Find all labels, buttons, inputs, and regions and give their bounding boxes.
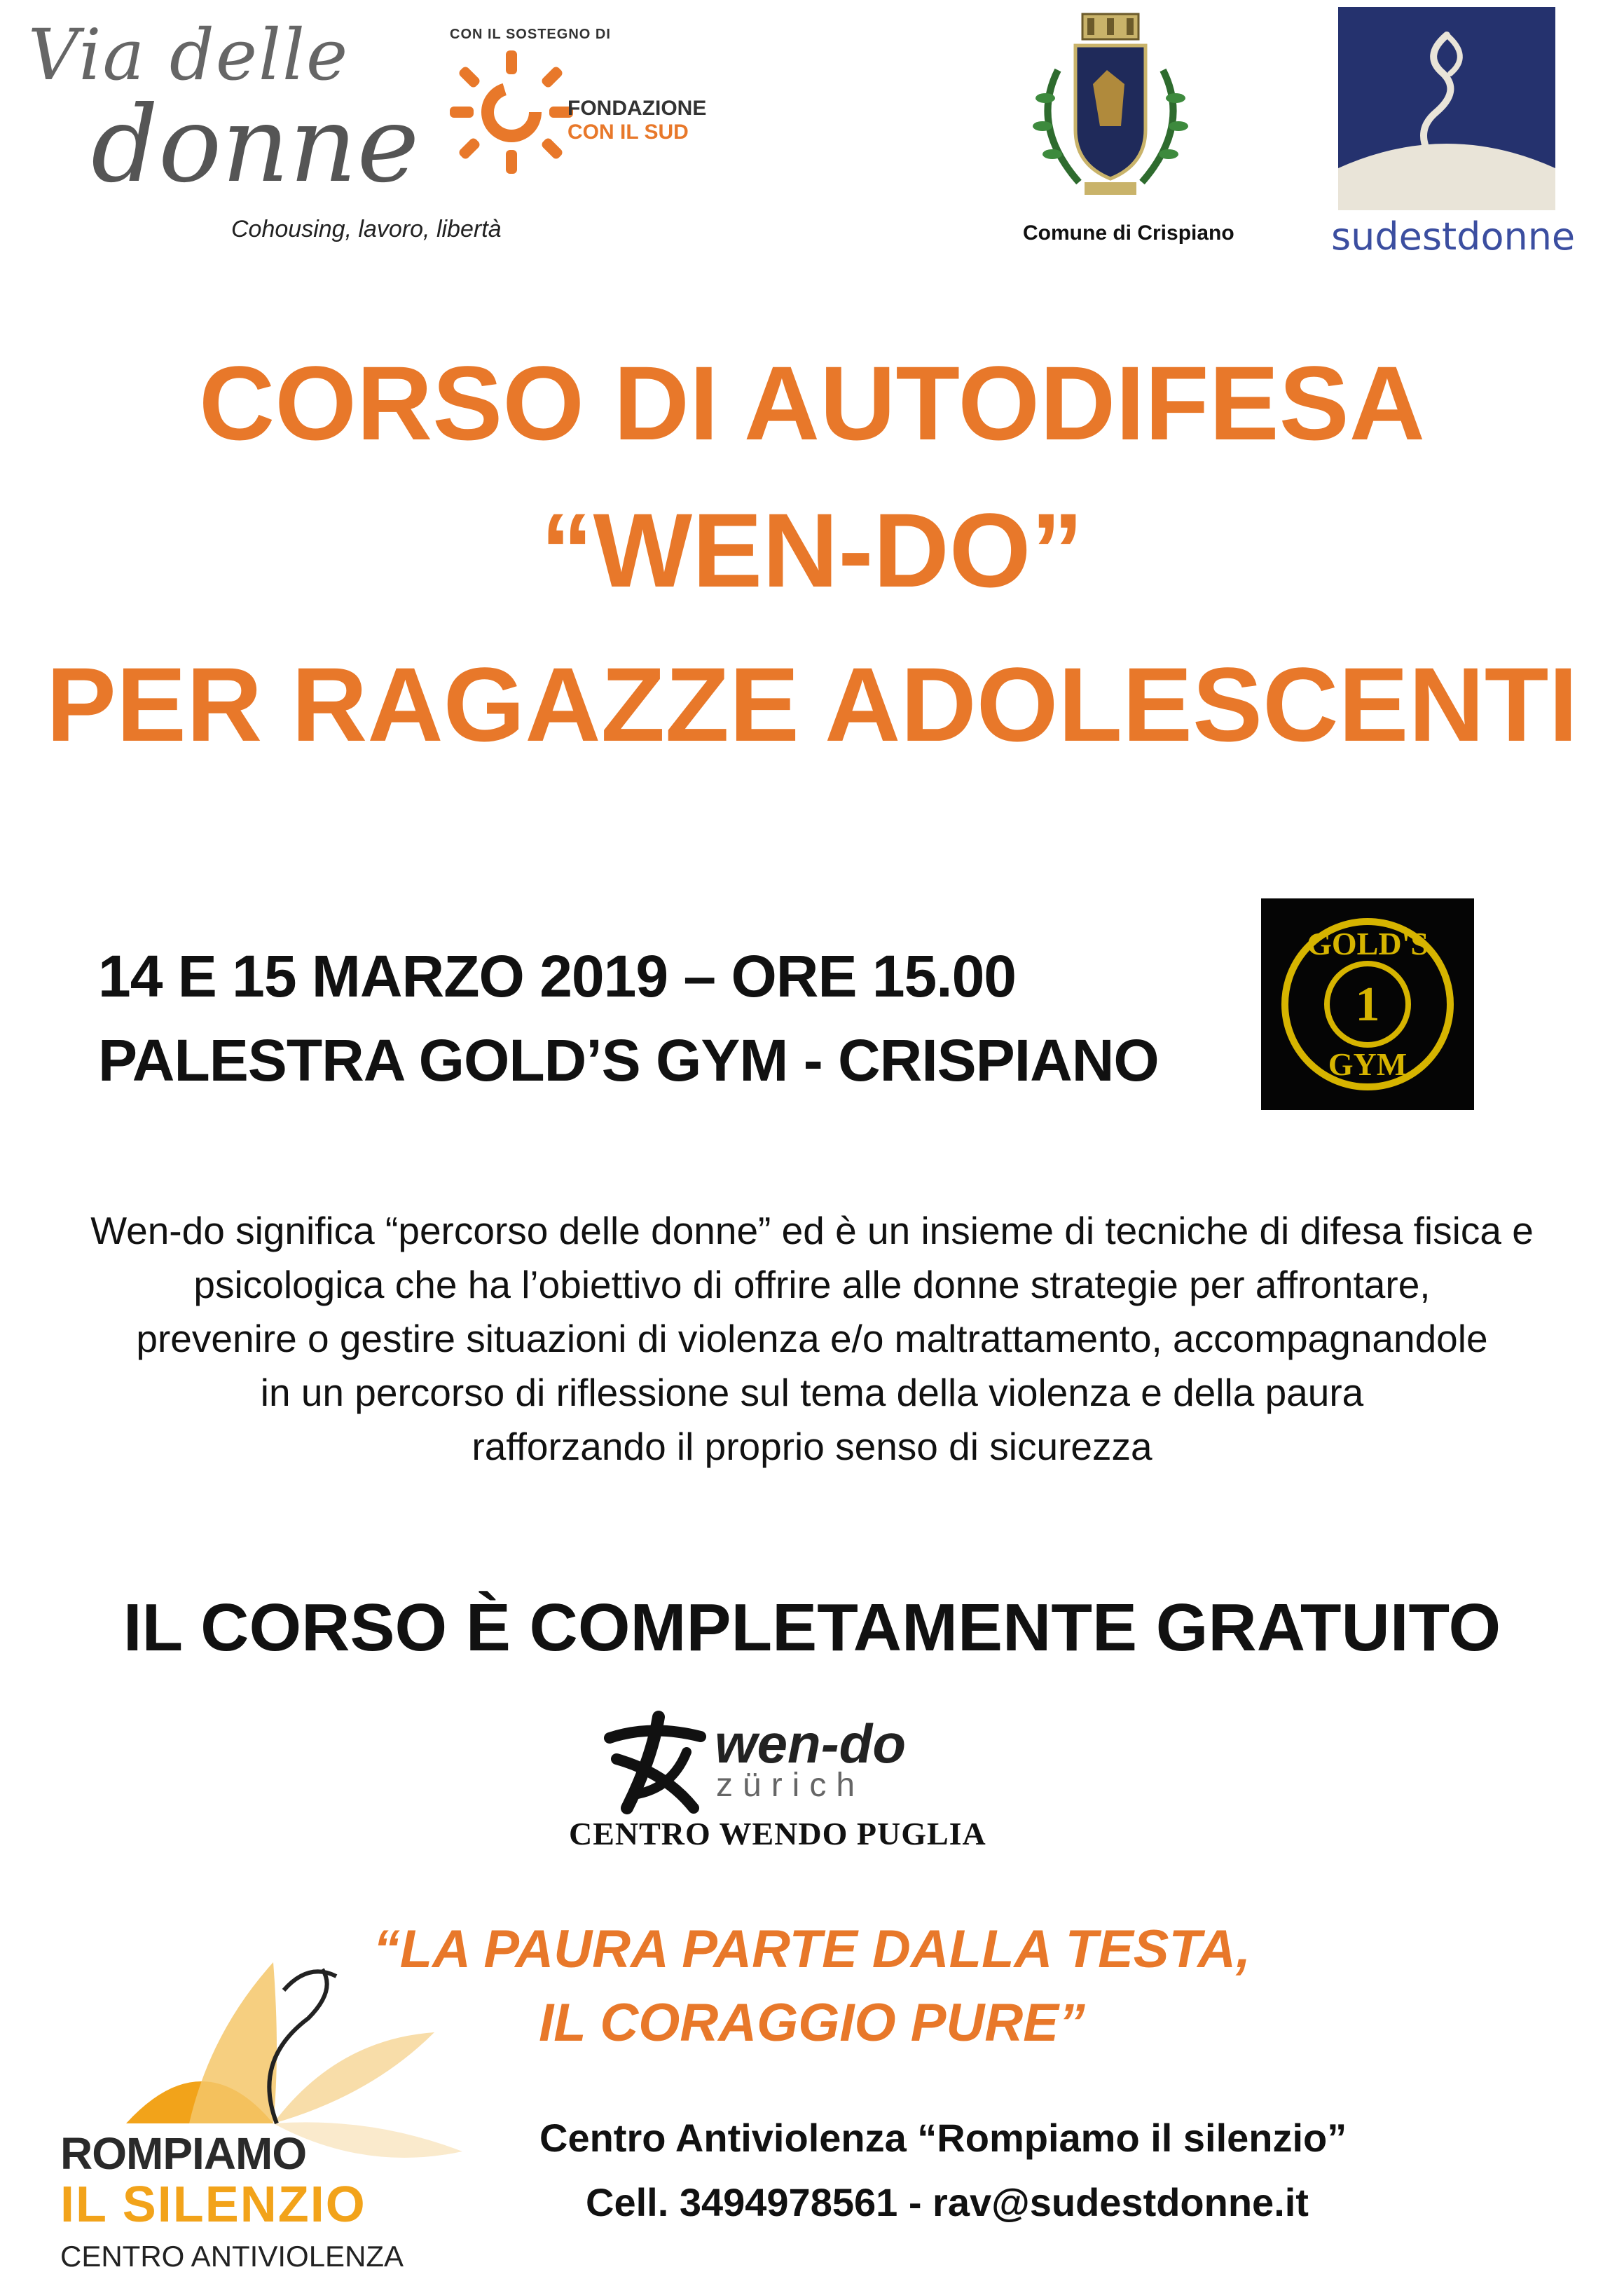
description-line: in un percorso di riflessione sul tema della violenza e della paura bbox=[260, 1371, 1364, 1414]
contact-center-name: Centro Antiviolenza “Rompiamo il silenzio” bbox=[539, 2116, 1347, 2160]
wendo-city: zürich bbox=[716, 1767, 865, 1804]
via-logo-line2: donne bbox=[91, 84, 420, 206]
quote-line2: IL CORAGGIO PURE” bbox=[539, 1993, 1085, 2053]
quote-line1: “LA PAURA PARTE DALLA TESTA, bbox=[373, 1919, 1251, 1979]
fondazione-name bbox=[567, 97, 706, 144]
via-delle-donne-logo bbox=[28, 14, 420, 206]
comune-crest-logo bbox=[1002, 7, 1219, 203]
title-line2: “WEN-DO” bbox=[540, 491, 1084, 609]
comune-label: Comune di Crispiano bbox=[1023, 221, 1234, 245]
wendo-symbol-icon bbox=[589, 1710, 729, 1815]
fondazione-name-line1: FONDAZIONE bbox=[567, 97, 707, 120]
description-line: psicologica che ha l’obiettivo di offrire alle donne strategie per affrontare, bbox=[193, 1263, 1431, 1306]
rompiamo-line3: CENTRO ANTIVIOLENZA bbox=[60, 2240, 404, 2273]
wendo-centro: CENTRO WENDO PUGLIA bbox=[569, 1816, 986, 1852]
title-line3: PER RAGAZZE ADOLESCENTI bbox=[46, 645, 1578, 763]
golds-number: 1 bbox=[1355, 978, 1380, 1032]
golds-gym-logo bbox=[1261, 898, 1474, 1110]
title-line1: CORSO DI AUTODIFESA bbox=[198, 344, 1426, 462]
description-line: Wen-do significa “percorso delle donne” ed è un insieme di tecniche di difesa fisica e bbox=[90, 1209, 1534, 1252]
description-line: prevenire o gestire situazioni di violenza e/o maltrattamento, accompagnandole bbox=[136, 1317, 1488, 1360]
golds-top-text: GOLD'S bbox=[1307, 926, 1429, 961]
rompiamo-line1: ROMPIAMO bbox=[60, 2128, 307, 2179]
golds-gym-icon bbox=[1261, 898, 1474, 1110]
fondazione-sostegno-label: CON IL SOSTEGNO DI bbox=[450, 27, 611, 42]
golds-bottom-text: GYM bbox=[1328, 1046, 1408, 1082]
crest-icon bbox=[1002, 7, 1219, 203]
description bbox=[0, 1204, 1624, 1474]
fondazione-name-line2: CON IL SUD bbox=[567, 121, 689, 144]
via-tagline: Cohousing, lavoro, libertà bbox=[231, 216, 502, 242]
sudestdonne-label: sudestdonne bbox=[1331, 214, 1576, 259]
sudestdonne-icon bbox=[1338, 7, 1555, 210]
sudestdonne-logo bbox=[1338, 7, 1555, 210]
via-logo-line1: Via delle bbox=[28, 14, 350, 96]
free-notice: IL CORSO È COMPLETAMENTE GRATUITO bbox=[123, 1590, 1501, 1665]
description-line: rafforzando il proprio senso di sicurezza bbox=[472, 1425, 1152, 1468]
rompiamo-line2: IL SILENZIO bbox=[60, 2177, 366, 2233]
contact-phone-email: Cell. 3494978561 - rav@sudestdonne.it bbox=[586, 2180, 1309, 2224]
wendo-brand: wen-do bbox=[715, 1713, 906, 1774]
event-venue: PALESTRA GOLD’S GYM - CRISPIANO bbox=[98, 1027, 1159, 1093]
event-date: 14 E 15 MARZO 2019 – ORE 15.00 bbox=[98, 943, 1017, 1009]
